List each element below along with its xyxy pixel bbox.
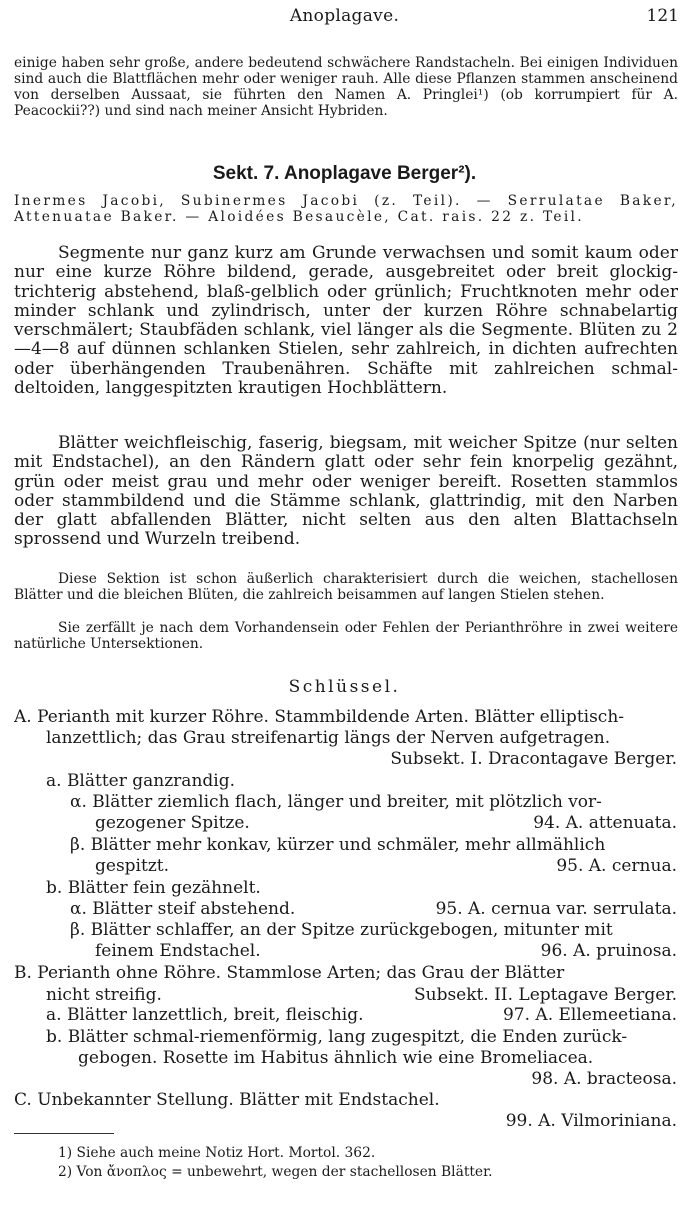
intro-paragraph: einige haben sehr große, andere bedeutend schwächere Randstacheln. Bei einigen Individuen sind auch die Blattflächen mehr oder weniger rauh. Alle diese Pflanzen stammen anscheinend von derselben Aussaat, sie führten den Namen A. Pringlei¹) (ob korrumpiert für A. Peacockii??) und sind nach meiner Ansicht Hybriden. [14,55,678,119]
key-subsection-label: Subsekt. I. Dracontagave Berger. [390,749,677,769]
key-subsection-label: Subsekt. II. Leptagave Berger. [413,985,677,1005]
key-line: gespitzt. [95,856,170,876]
key-line: nicht streifig. [46,985,162,1005]
key-line: C. Unbekannter Stellung. Blätter mit Endstachel. [14,1090,440,1110]
footnote-divider [14,1133,114,1134]
species-name: 98. A. bracteosa. [531,1069,677,1089]
key-line: β. Blätter schlaffer, an der Spitze zurückgebogen, mitunter mit [70,920,613,940]
key-line: gezogener Spitze. [95,813,250,833]
section-heading: Sekt. 7. Anoplagave Berger²). [212,163,477,184]
footnote: 1) Siehe auch meine Notiz Hort. Mortol. 362. [58,1145,376,1161]
key-line: b. Blätter fein gezähnelt. [46,878,261,898]
note-characteristics: Diese Sektion ist schon äußerlich charakterisiert durch die weichen, stachellosen Blätter und die bleichen Blüten, die zahlreich beisammen auf langen Stielen stehen. [14,571,678,603]
species-name: 97. A. Ellemeetiana. [502,1005,677,1025]
key-line: a. Blätter lanzettlich, breit, fleischig. [46,1005,364,1025]
species-name: 95. A. cernua. [556,856,677,876]
species-name: 94. A. attenuata. [533,813,677,833]
paragraph-leaves: Blätter weichfleischig, faserig, biegsam, mit weicher Spitze (nur selten mit Endstachel), an den Rändern glatt oder sehr fein knorpelig gezähnt, grün oder meist grau und mehr oder weniger bereift. Rosetten stammlos oder stammbildend und die Stämme schlank, glattrindig, mit den Narben der glatt abfallenden Blätter, nicht selten aus den alten Blattachseln sprossend und Wurzeln treibend. [14,433,678,550]
key-line: B. Perianth ohne Röhre. Stammlose Arten; das Grau der Blätter [14,963,565,983]
note-subsections: Sie zerfällt je nach dem Vorhandensein oder Fehlen der Perianthröhre in zwei weitere natürliche Untersektionen. [14,620,678,652]
key-line: β. Blätter mehr konkav, kürzer und schmäler, mehr allmählich [70,835,606,855]
key-heading: Schlüssel. [288,677,401,697]
key-line: A. Perianth mit kurzer Röhre. Stammbildende Arten. Blätter elliptisch- [14,707,625,727]
running-title: Anoplagave. [289,6,400,26]
species-name: 95. A. cernua var. serrulata. [435,899,677,919]
key-line: feinem Endstachel. [95,941,261,961]
species-name: 99. A. Vilmoriniana. [505,1111,677,1131]
key-line: lanzettlich; das Grau streifenartig längs der Nerven aufgetragen. [46,728,611,748]
key-line: b. Blätter schmal-riemenförmig, lang zugespitzt, die Enden zurück- [46,1027,628,1047]
key-line: a. Blätter ganzrandig. [46,771,236,791]
key-line: α. Blätter steif abstehend. [70,899,296,919]
paragraph-flowers: Segmente nur ganz kurz am Grunde verwachsen und somit kaum oder nur eine kurze Röhre bildend, gerade, ausgebreitet oder breit glockig-trichterig abstehend, blaß-gelblich oder grünlich; Fruchtknoten mehr oder minder schlank und zylindrisch, unter der kurzen Röhre schnabelartig verschmälert; Staubfäden schlank, viel länger als die Segmente. Blüten zu 2—4—8 auf dünnen schlanken Stielen, sehr zahlreich, in dichten aufrechten oder überhängenden Traubenähren. Schäfte mit zahlreichen schmal-deltoiden, langgespitzten krautigen Hochblättern. [14,243,678,399]
synonyms: Inermes Jacobi, Subinermes Jacobi (z. Teil). — Serrulatae Baker, Attenuatae Baker. — Aloidées Besaucèle, Cat. rais. 22 z. Teil. [14,193,678,225]
species-name: 96. A. pruinosa. [540,941,677,961]
footnote: 2) Von ἄνοπλος = unbewehrt, wegen der stachellosen Blätter. [58,1164,493,1180]
key-line: α. Blätter ziemlich flach, länger und breiter, mit plötzlich vor- [70,792,602,812]
page-number: 121 [646,6,679,26]
running-header [0,6,689,30]
key-line: gebogen. Rosette im Habitus ähnlich wie eine Bromeliacea. [78,1048,594,1068]
